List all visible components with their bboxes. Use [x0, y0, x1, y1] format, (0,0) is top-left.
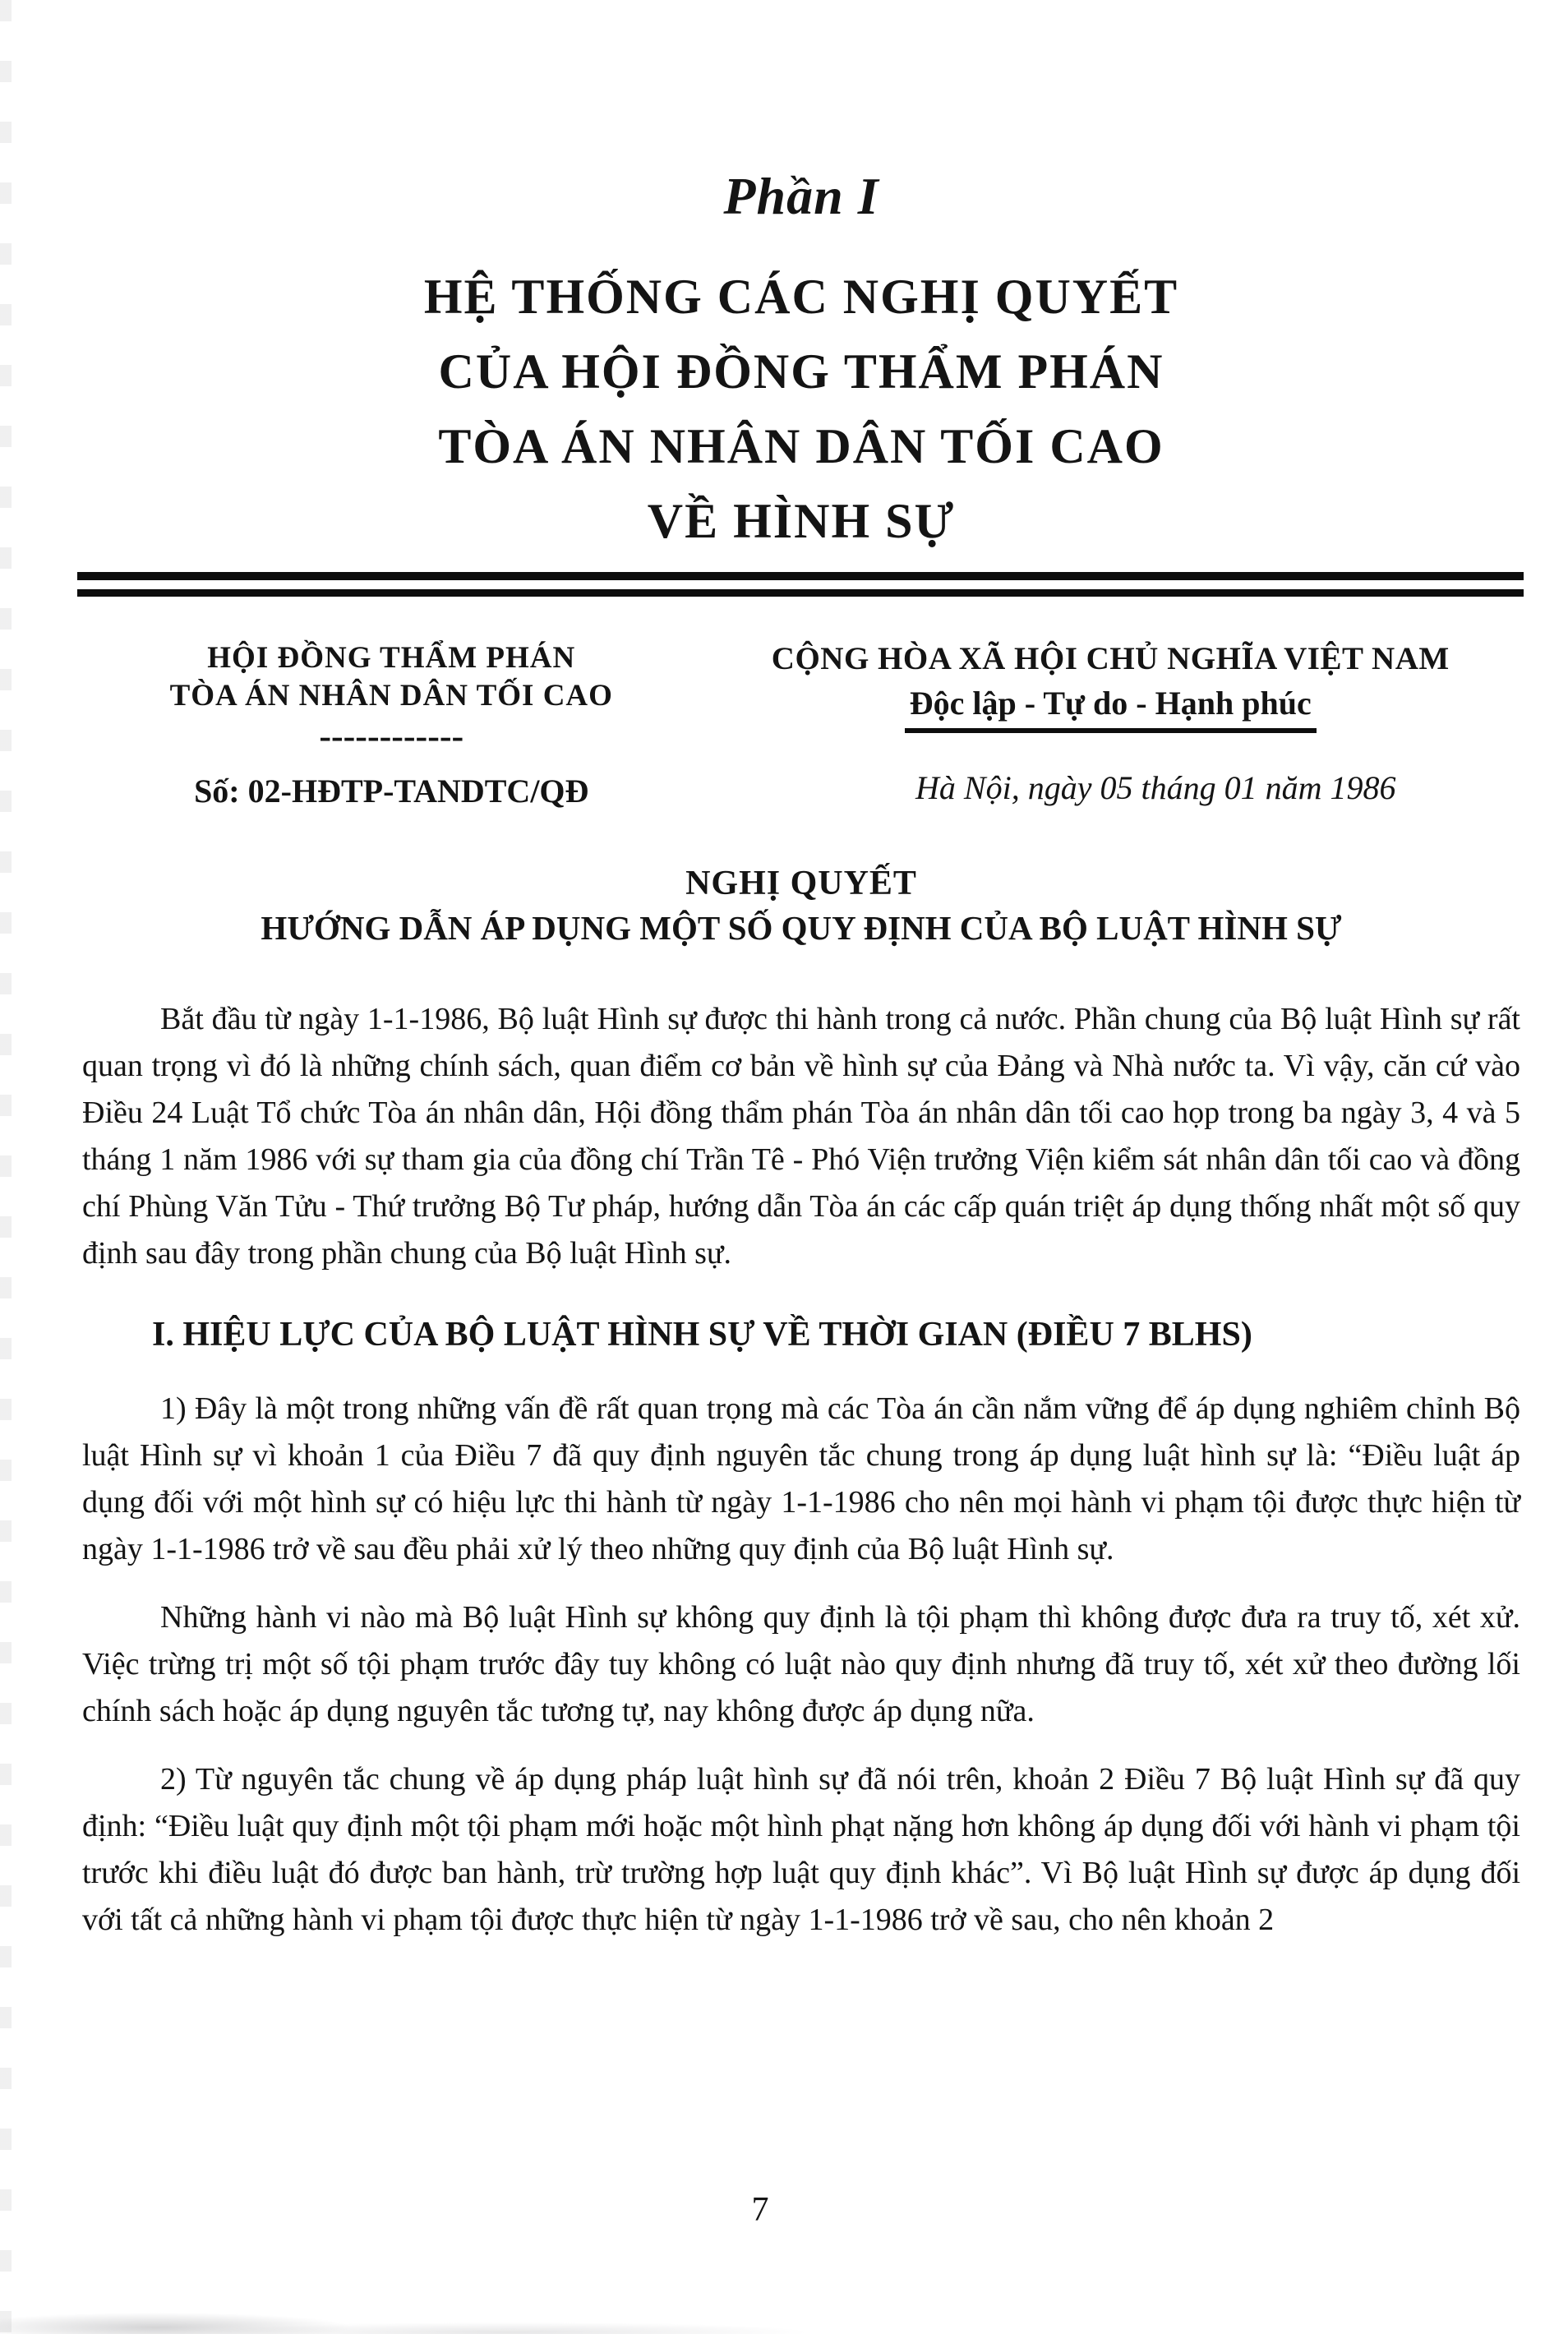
- title-line-3: TÒA ÁN NHÂN DÂN TỐI CAO: [438, 419, 1164, 473]
- document-number: Số: 02-HĐTP-TANDTC/QĐ: [194, 773, 589, 810]
- title-double-rule: [77, 572, 1524, 597]
- body-paragraph-2: Những hành vi nào mà Bộ luật Hình sự không quy định là tội phạm thì không được đưa ra truy tố, xét xử. Việc trừng trị một số tội phạm trước đây tuy không có luật nào quy định nhưng đã truy tố, xét xử theo đường lối chính sách hoặc áp dụng nguyên tắc tương tự, nay không được áp dụng nữa.: [82, 1600, 1520, 1728]
- issuer-name-line-1: HỘI ĐỒNG THẨM PHÁN: [207, 641, 576, 675]
- part-label: Phần I: [723, 167, 879, 225]
- scan-artifact-bottom-smudge: [0, 2295, 920, 2334]
- letterhead-issuer-block: [82, 639, 701, 812]
- resolution-subheading: HƯỚNG DẪN ÁP DỤNG MỘT SỐ QUY ĐỊNH CỦA BỘ LUẬT HÌNH SỰ: [261, 909, 1342, 947]
- section-1-heading: I. HIỆU LỰC CỦA BỘ LUẬT HÌNH SỰ VỀ THỜI GIAN (ĐIỀU 7 BLHS): [152, 1316, 1252, 1354]
- letterhead-national-block: [701, 639, 1521, 812]
- letterhead: [82, 639, 1520, 812]
- title-line-1: HỆ THỐNG CÁC NGHỊ QUYẾT: [423, 270, 1179, 324]
- document-content: [0, 164, 1568, 1944]
- title-line-2: CỦA HỘI ĐỒNG THẨM PHÁN: [438, 344, 1164, 399]
- title-line-4: VỀ HÌNH SỰ: [647, 494, 956, 548]
- intro-paragraph: Bắt đầu từ ngày 1-1-1986, Bộ luật Hình sự được thi hành trong cả nước. Phần chung của Bộ luật Hình sự rất quan trọng vì đó là những chính sách, quan điểm cơ bản về hình sự của Đảng và Nhà nước ta. Vì vậy, căn cứ vào Điều 24 Luật Tổ chức Tòa án nhân dân, Hội đồng thẩm phán Tòa án nhân dân tối cao họp trong ba ngày 3, 4 và 5 tháng 1 năm 1986 với sự tham gia của đồng chí Trần Tê - Phó Viện trưởng Viện kiểm sát nhân dân tối cao và đồng chí Phùng Văn Tửu - Thứ trưởng Bộ Tư pháp, hướng dẫn Tòa án các cấp quán triệt áp dụng thống nhất một số quy định sau đây trong phần chung của Bộ luật Hình sự.: [82, 1002, 1520, 1271]
- page-number: 7: [751, 2191, 769, 2229]
- body-paragraph-3: 2) Từ nguyên tắc chung về áp dụng pháp luật hình sự đã nói trên, khoản 2 Điều 7 Bộ luật Hình sự đã quy định: “Điều luật quy định một tội phạm mới hoặc một hình phạt nặng hơn không áp dụng đối với hành vi phạm tội trước khi điều luật đó được ban hành, trừ trường hợp luật quy định khác”. Vì Bộ luật Hình sự được áp dụng đối với tất cả những hành vi phạm tội được thực hiện từ ngày 1-1-1986 trở về sau, cho nên khoản 2: [82, 1762, 1520, 1937]
- document-title: [82, 260, 1520, 559]
- body-paragraph-1: 1) Đây là một trong những vấn đề rất quan trọng mà các Tòa án cần nắm vững để áp dụng nghiêm chỉnh Bộ luật Hình sự vì khoản 1 của Điều 7 đã quy định nguyên tắc chung trong áp dụng luật hình sự là: “Điều luật áp dụng đối với một hình sự có hiệu lực thi hành từ ngày 1-1-1986 cho nên mọi hành vi phạm tội được thực hiện từ ngày 1-1-1986 trở về sau đều phải xử lý theo những quy định của Bộ luật Hình sự.: [82, 1391, 1520, 1566]
- place-and-date-line: Hà Nội, ngày 05 tháng 01 năm 1986: [915, 769, 1396, 806]
- national-title: CỘNG HÒA XÃ HỘI CHỦ NGHĨA VIỆT NAM: [771, 641, 1450, 676]
- resolution-heading: NGHỊ QUYẾT: [685, 865, 917, 902]
- national-motto: Độc lập - Tự do - Hạnh phúc: [905, 684, 1317, 733]
- issuer-name-line-2: TÒA ÁN NHÂN DÂN TỐI CAO: [169, 679, 613, 713]
- issuer-dash-divider: ------------: [319, 716, 464, 756]
